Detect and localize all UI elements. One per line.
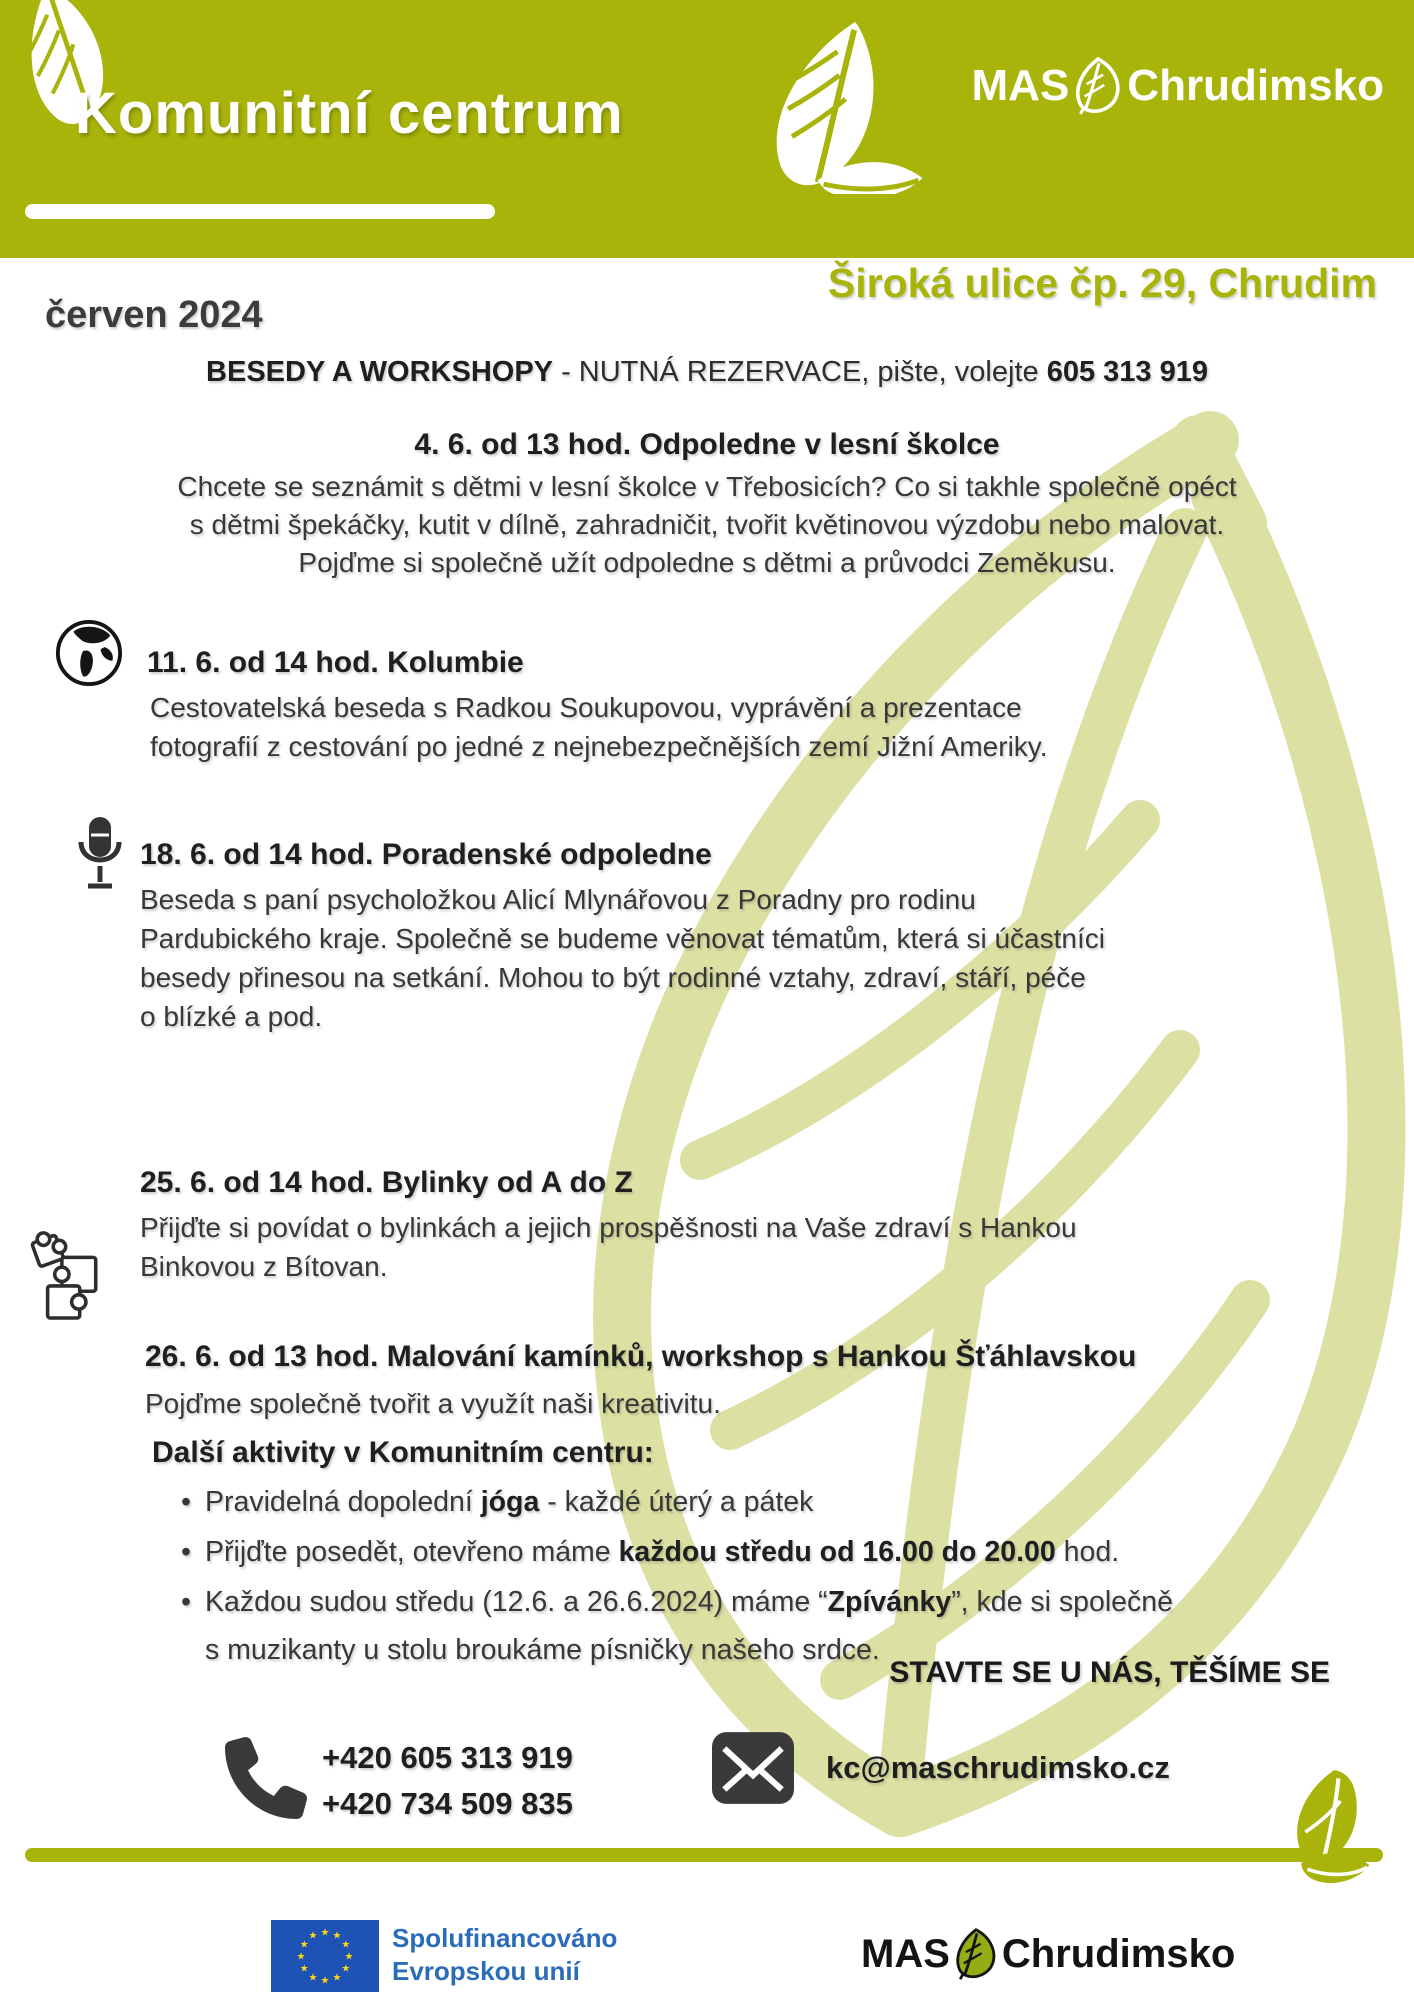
closing-line: STAVTE SE U NÁS, TĚŠÍME SE <box>889 1656 1330 1689</box>
event-line: Binkovou z Bítovan. <box>140 1251 388 1282</box>
reservation-line <box>0 356 1414 389</box>
eu-funding-label <box>392 1922 617 1988</box>
event-body <box>145 1384 721 1423</box>
month-label: červen 2024 <box>45 294 263 336</box>
header-banner <box>0 0 1414 258</box>
event-line: o blízké a pod. <box>140 1001 323 1032</box>
bullet-dot: • <box>181 1586 191 1618</box>
intro-event-body <box>0 468 1414 582</box>
reservation-phone: 605 313 919 <box>1046 356 1208 388</box>
intro-line: s dětmi špekáčky, kutit v dílně, zahradničit, tvořit květinovou výzdobu nebo malovat. <box>189 509 1225 540</box>
event-line: fotografií z cestování po jedné z nejnebezpečnějších zemí Jižní Ameriky. <box>150 731 1048 762</box>
bullet-bold: Zpívánky <box>827 1586 952 1618</box>
eu-flag-icon <box>271 1920 379 1992</box>
footer-logo-chrudimsko-text: Chrudimsko <box>1001 1931 1236 1976</box>
bullet-text: - každé úterý a pátek <box>539 1486 814 1518</box>
activity-bullet-continuation: s muzikanty u stolu broukáme písničky našeho srdce. <box>205 1634 880 1666</box>
svg-text:★: ★ <box>341 1963 351 1975</box>
title-underline <box>25 204 495 219</box>
bullet-dot: • <box>181 1536 191 1568</box>
svg-text:★: ★ <box>308 1972 318 1984</box>
event-body <box>150 688 1048 766</box>
bullet-dot: • <box>181 1486 191 1518</box>
svg-text:★: ★ <box>344 1951 354 1963</box>
activity-bullet <box>181 1486 814 1519</box>
event-body <box>140 880 1105 1036</box>
bullet-bold: jóga <box>480 1486 540 1518</box>
event-line: Pardubického kraje. Společně se budeme věnovat tématům, která si účastníci <box>140 923 1105 954</box>
globe-icon <box>54 618 124 688</box>
event-title: 26. 6. od 13 hod. Malování kamínků, workshop s Hankou Šťáhlavskou <box>145 1340 1137 1373</box>
event-line: Přijďte si povídat o bylinkách a jejich prospěšnosti na Vaše zdraví s Hankou <box>140 1212 1077 1243</box>
footer-leaves-icon <box>1270 1768 1382 1894</box>
bullet-bold: každou středu od 16.00 do 20.00 <box>618 1536 1056 1568</box>
logo-chrudimsko-text: Chrudimsko <box>1127 61 1384 110</box>
bullet-text: Každou sudou středu (12.6. a 26.6.2024) máme “ <box>205 1586 828 1618</box>
email-icon <box>712 1732 794 1804</box>
reservation-middle: - NUTNÁ REZERVACE, pište, volejte <box>553 356 1047 388</box>
puzzle-icon <box>28 1218 110 1336</box>
svg-text:★: ★ <box>320 1975 330 1987</box>
eu-funding-line: Spolufinancováno <box>392 1923 618 1953</box>
activity-bullet <box>181 1586 1173 1619</box>
event-line: Beseda s paní psycholožkou Alicí Mlynářovou z Poradny pro rodinu <box>140 884 976 915</box>
mas-chrudimsko-logo <box>972 55 1384 117</box>
svg-text:★: ★ <box>332 1930 342 1942</box>
bullet-text: ”, kde si společně <box>951 1586 1173 1618</box>
address-label: Široká ulice čp. 29, Chrudim <box>827 260 1377 306</box>
bullet-text: hod. <box>1055 1536 1120 1568</box>
email-address: kc@maschrudimsko.cz <box>826 1750 1170 1785</box>
footer-divider <box>25 1848 1383 1862</box>
event-line: besedy přinesou na setkání. Mohou to být rodinné vztahy, zdraví, stáří, péče <box>140 962 1086 993</box>
logo-mas-text: MAS <box>971 61 1070 110</box>
svg-text:★: ★ <box>308 1930 318 1942</box>
footer-logo-leaf-icon <box>948 1926 1004 1982</box>
event-title: 11. 6. od 14 hod. Kolumbie <box>147 646 524 679</box>
eu-funding-line: Evropskou unií <box>392 1956 580 1986</box>
svg-text:★: ★ <box>341 1939 351 1951</box>
bullet-text: Pravidelná dopolední <box>205 1486 481 1518</box>
phone-number-1: +420 605 313 919 <box>322 1740 573 1775</box>
intro-line: Pojďme si společně užít odpoledne s dětmi a průvodci Zeměkusu. <box>298 547 1116 578</box>
phone-icon <box>225 1737 307 1819</box>
event-body <box>140 1208 1077 1286</box>
event-line: Pojďme společně tvořit a využít naši kreativitu. <box>145 1388 721 1419</box>
event-line: Cestovatelská beseda s Radkou Soukupovou, vyprávění a prezentace <box>150 692 1022 723</box>
footer-logo-mas-text: MAS <box>861 1931 950 1976</box>
svg-text:★: ★ <box>299 1963 309 1975</box>
microphone-icon <box>70 800 130 912</box>
phone-number-2: +420 734 509 835 <box>322 1786 573 1821</box>
svg-text:★: ★ <box>320 1927 330 1939</box>
svg-text:★: ★ <box>296 1951 306 1963</box>
reservation-lead: BESEDY A WORKSHOPY <box>206 356 554 388</box>
intro-line: Chcete se seznámit s dětmi v lesní školce v Třebosicích? Co si takhle společně opéct <box>177 471 1237 502</box>
event-title: 25. 6. od 14 hod. Bylinky od A do Z <box>140 1166 633 1199</box>
bullet-text: Přijďte posedět, otevřeno máme <box>205 1536 619 1568</box>
footer-mas-chrudimsko-logo <box>861 1926 1235 1982</box>
svg-text:★: ★ <box>332 1972 342 1984</box>
deco-leaves-icon <box>725 16 940 194</box>
intro-event-title: 4. 6. od 13 hod. Odpoledne v lesní školce <box>414 428 1000 461</box>
watermark-leaf-icon <box>340 400 1414 1850</box>
svg-text:★: ★ <box>299 1939 309 1951</box>
logo-leaf-icon <box>1067 55 1129 117</box>
event-title: 18. 6. od 14 hod. Poradenské odpoledne <box>140 838 712 871</box>
activity-bullet <box>181 1536 1120 1569</box>
page-title: Komunitní centrum <box>75 81 624 146</box>
activities-title: Další aktivity v Komunitním centru: <box>152 1436 654 1469</box>
